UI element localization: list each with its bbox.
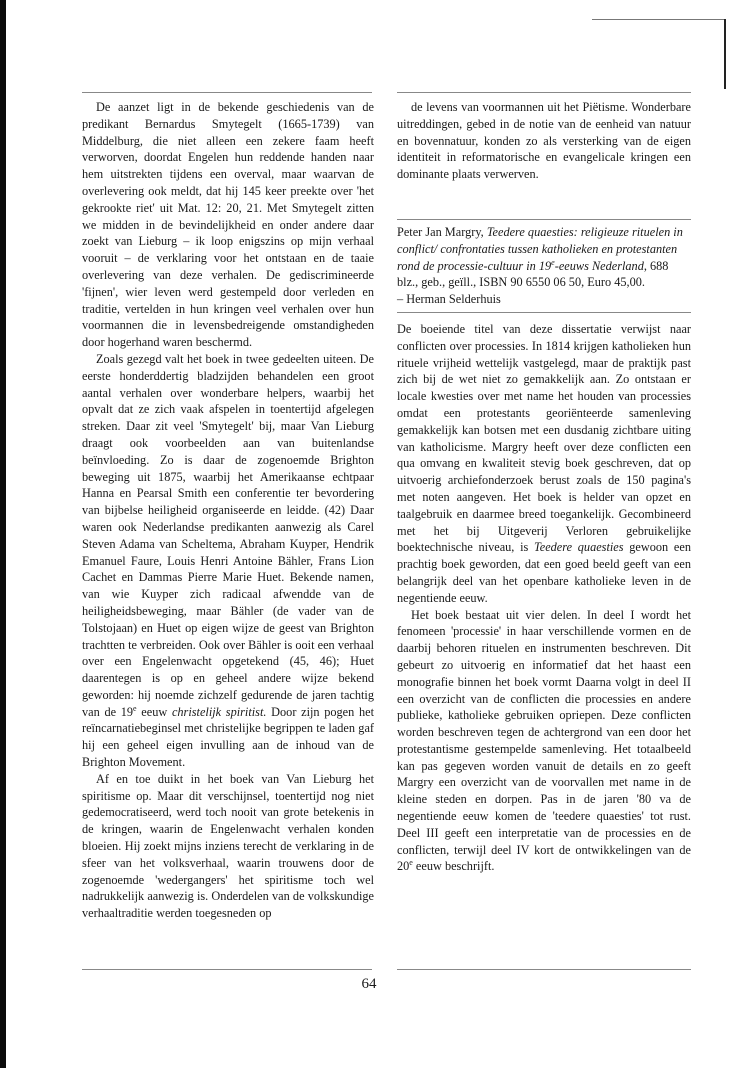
paragraph: Af en toe duikt in het boek van Van Lieburg het spiritisme op. Maar dit verschijnsel, toentertijd nog niet gedemocratiseerd, werd toch nooit van grote betekenis in de kringen, waarin de Engelenwacht verhalen konden bloeien. Hij zoekt mijns inziens terecht de verklaring in de sfeer van het volksverhaal, waarin trouwens door de zogenoemde 'wedergangers' het spiritisme toch wel nadrukkelijk aanwezig is. Onderdelen van de volkskundige verhaaltraditie werden toegesneden op [82, 771, 374, 921]
footer-rule-left [82, 969, 372, 970]
italic-text: Teedere quaesties [534, 540, 624, 555]
paragraph [397, 607, 691, 876]
header-rule-right [397, 92, 691, 93]
review-header [397, 224, 691, 308]
paragraph [82, 351, 374, 771]
review-rule-top [397, 219, 691, 220]
scan-edge [0, 0, 6, 1068]
text-run: Door zijn pogen het reïncarnatiebeginsel met christelijke begrippen te laden gaf hij een geheel eigen invulling aan de inhoud van de Brighton Movement. [82, 704, 375, 770]
italic-text: christelijk spiritist. [171, 704, 267, 719]
text-run: gewoon een prachtig boek geworden, dat een goed beeld geeft van een belangrijk deel van het openbare katholieke leven in de negentiende eeuw. [397, 540, 691, 605]
superscript: e [133, 703, 137, 713]
page-number: 64 [361, 976, 377, 992]
paragraph: de levens van voormannen uit het Piëtisme. Wonderbare uitreddingen, gebed in de notie van de eenheid van natuur en bovennatuur, konden zo als versterking van de eigen identiteit in reformatorische en evangelicale kringen een dominante plaats verwerven. [397, 100, 691, 182]
paragraph: De aanzet ligt in de bekende geschiedenis van de predikant Bernardus Smytegelt (1665-1739) van Middelburg, die niet alleen een zekere faam heeft verworven, doordat Engelen hun reddende handen naar hem uitstrekten tijdens een overval, maar waarvan de overlevering ook meldt, dat hij 145 keer preekte over 'het gekrookte riet' uit Mat. 12: 20, 21. Met Smytegelt zitten we midden in de bevindelijkheid en onder andere daar zoekt van Lieburg – ik loop enigszins op mijn verhaal vooruit – de verklaring voor het ontstaan en de taaie overlevering van deze verhalen. De gediscrimineerde 'fijnen', wier leven werd gestempeld door verleden en traditie, vertelden in hun kringen veel verhalen over hun voormannen die in levensbedreigende omstandigheden door hogerhand waren beschermd. [82, 100, 374, 350]
right-column [397, 99, 691, 875]
review-author: Peter Jan Margry, [397, 224, 487, 239]
review-title: Teedere quaesties: religieuze rituelen in conflict/ confrontaties tussen katholieken en protestanten rond de processie-cultuur in 19e-eeuws Nederland [397, 224, 683, 273]
superscript: e [409, 858, 413, 868]
paragraph [397, 321, 691, 607]
text-run: Het boek bestaat uit vier delen. In deel I wordt het fenomeen 'processie' in haar verschillende vormen en de daarbij behoren rituelen en instrumenten beschreven. Dit gebeurt zo uitvoerig en informatief dat het haast een monografie binnen het boek vormt Daarna volgt in deel II een overzicht van de conflicten die processies en andere publieke, katholieke gebruiken opriepen. Deze conflicten worden beschreven tegen de achtergrond van een door het protestantisme gestempelde samenleving. Het totaalbeeld kan pas gegeven worden vanuit de details en zo geeft Margry een overzicht van de voorvallen met name in de kleine steden en dorpen. Pas in de jaren '80 va de negentiende eeuw komen de 'teedere quaesties' tot rust. Deel III geeft een interpretatie van de processies en de conflicten, terwijl deel IV kort de ontwikkelingen van de 20 [397, 607, 691, 874]
corner-mark-horizontal [592, 19, 725, 20]
text-run: eeuw [136, 704, 172, 719]
header-rule-left [82, 92, 372, 93]
text-run: eeuw beschrijft. [412, 859, 495, 874]
review-details: , 688 blz., geb., geïll., ISBN 90 6550 06 50, Euro 45,00. [397, 258, 669, 290]
text-run: De boeiende titel van deze dissertatie verwijst naar conflicten over processies. In 1814 krijgen katholieken hun rituele vrijheid wettelijk vastgelegd, maar de praktijk past zich bij de wet niet zo gemakkelijk aan. Zo ontstaan er locale kwesties over met name het houden van processies omdat een protestants georiënteerde samenleving gemakkelijk kan botsen met een dusdanig zichtbare uiting van katholicisme. Margry heeft over deze conflicten een qua omvang en kwaliteit stevig boek geschreven, dat op uitvoerig archiefonderzoek berust zoals de 150 pagina's met noten aangeven. Het boek is helder van opzet en taalgebruik en daarmee breed toegankelijk. Gecombineerd met het bij Uitgeverij Verloren gebruikelijke boektechnische niveau, is [397, 321, 691, 555]
reviewer: – Herman Selderhuis [397, 292, 501, 307]
footer-rule-right [397, 969, 691, 970]
corner-mark-vertical [724, 19, 726, 89]
review-rule-bottom [397, 312, 691, 313]
text-run: Zoals gezegd valt het boek in twee gedeelten uiteen. De eerste honderddertig bladzijden behandelen een groot aantal verhalen over wonderbare helpers, waarbij het opvalt dat ze zich vaak afspelen in toentertijd afgelegen streken. Daar zit veel 'Smytegelt' bij, maar Van Lieburg draagt ook voorbeelden aan van buitenlandse beïnvloeding. Zo is daar de zogenoemde Brighton beweging uit 1875, waarbij het Amerikaanse echtpaar Hanna en Pearsal Smith een conferentie ter bevordering van bijbelse heiligheid organiseerde en leidde. (42) Daar waren ook Nederlandse predikanten aanwezig als Carel Steven Adama van Scheltema, Abraham Kuyper, Hendrik Emanuel Faure, Louis Henri Antoine Bähler, Frans Lion Cachet en Dammas Pierre Marie Huet. Bekende namen, van wie Kuyper zich radicaal afwendde van de heiligheidsbeweging, maar Bähler (de vader van de Tolstojaan) en Huet op eigen wijze de geest van Brighton trachtten te verbreiden. Ook over Bähler is ooit een verhaal over een Engelenwacht opgetekend (45, 46); Huet daarentegen is op en geheel andere wijze bekend geworden: hij noemde zichzelf gedurende de jaren tachtig van de 19 [82, 351, 374, 719]
left-column [82, 99, 374, 922]
